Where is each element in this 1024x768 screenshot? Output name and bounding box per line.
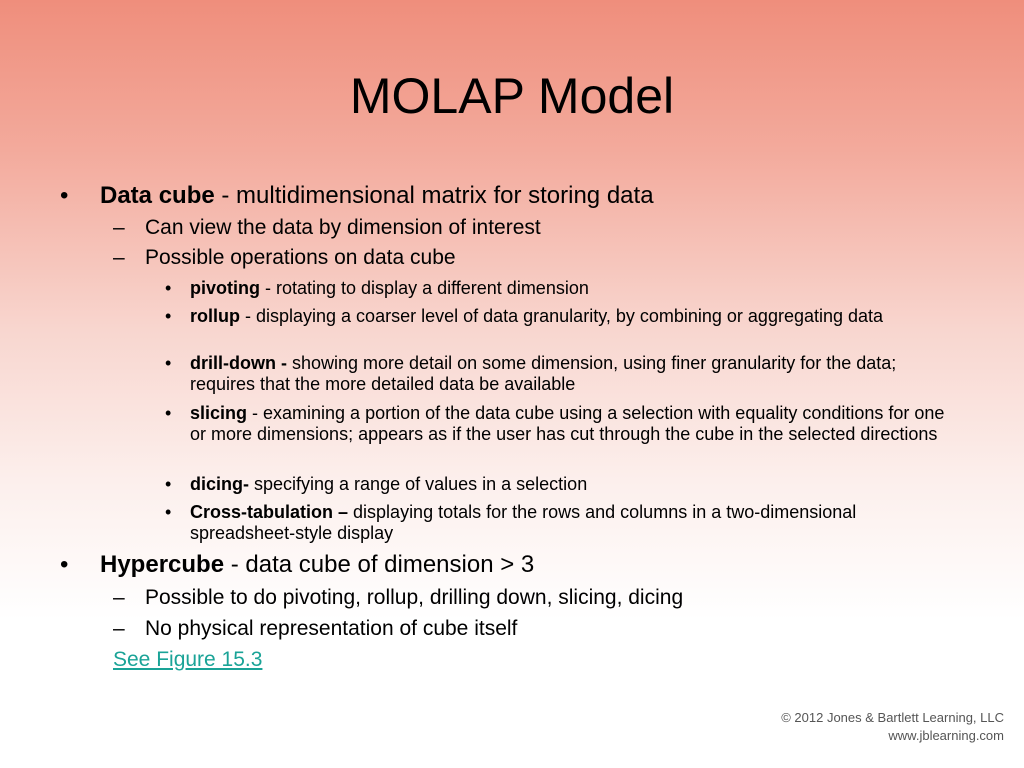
term-slicing: slicing bbox=[190, 403, 248, 423]
dash-marker: – bbox=[113, 586, 125, 609]
slide-title: MOLAP Model bbox=[349, 68, 675, 124]
definition-rollup: - displaying a coarser level of data granularity, by combining or aggregating data bbox=[240, 306, 884, 326]
definition-data-cube: - multidimensional matrix for storing data bbox=[214, 182, 654, 209]
definition-slicing: - examining a portion of the data cube using a selection with equality conditions for one or more dimensions; appears as if the user has cut through the cube in the selected directions bbox=[190, 403, 945, 444]
term-data-cube: Data cube bbox=[100, 182, 215, 209]
bullet-marker: • bbox=[165, 306, 172, 326]
bullet-marker: • bbox=[60, 551, 69, 578]
definition-hypercube: - data cube of dimension > 3 bbox=[224, 551, 535, 578]
dash-marker: – bbox=[113, 617, 125, 640]
dash-marker: – bbox=[113, 246, 125, 269]
term-drill-down: drill-down - bbox=[190, 353, 287, 373]
term-cross-tabulation: Cross-tabulation – bbox=[190, 502, 349, 522]
definition-dicing: specifying a range of values in a selection bbox=[249, 474, 588, 494]
term-rollup: rollup bbox=[190, 306, 240, 326]
see-figure-link[interactable]: See Figure 15.3 bbox=[113, 648, 263, 671]
bullet-marker: • bbox=[165, 278, 172, 298]
term-hypercube: Hypercube bbox=[100, 551, 225, 578]
definition-drill-down: showing more detail on some dimension, using finer granularity for the data; requires that the more detailed data be available bbox=[190, 353, 897, 394]
term-dicing: dicing- bbox=[190, 474, 249, 494]
bullet-marker: • bbox=[165, 474, 172, 494]
dash-marker: – bbox=[113, 216, 125, 239]
bullet-marker: • bbox=[165, 502, 172, 522]
text-no-physical: No physical representation of cube itself bbox=[145, 617, 518, 640]
term-pivoting: pivoting bbox=[190, 278, 260, 298]
bullet-marker: • bbox=[165, 403, 172, 423]
bullet-marker: • bbox=[60, 182, 69, 209]
text-possible-operations: Possible operations on data cube bbox=[145, 246, 456, 269]
definition-pivoting: - rotating to display a different dimension bbox=[260, 278, 589, 298]
copyright-line: © 2012 Jones & Bartlett Learning, LLC bbox=[781, 710, 1004, 725]
website-line: www.jblearning.com bbox=[888, 728, 1004, 743]
copyright-notice bbox=[781, 709, 1004, 745]
definition-cross-tabulation: displaying totals for the rows and columns in a two-dimensional spreadsheet-style display bbox=[190, 502, 857, 543]
text-view-by-dimension: Can view the data by dimension of interest bbox=[145, 216, 541, 239]
text-possible-pivoting: Possible to do pivoting, rollup, drilling down, slicing, dicing bbox=[145, 586, 684, 609]
bullet-marker: • bbox=[165, 353, 172, 373]
